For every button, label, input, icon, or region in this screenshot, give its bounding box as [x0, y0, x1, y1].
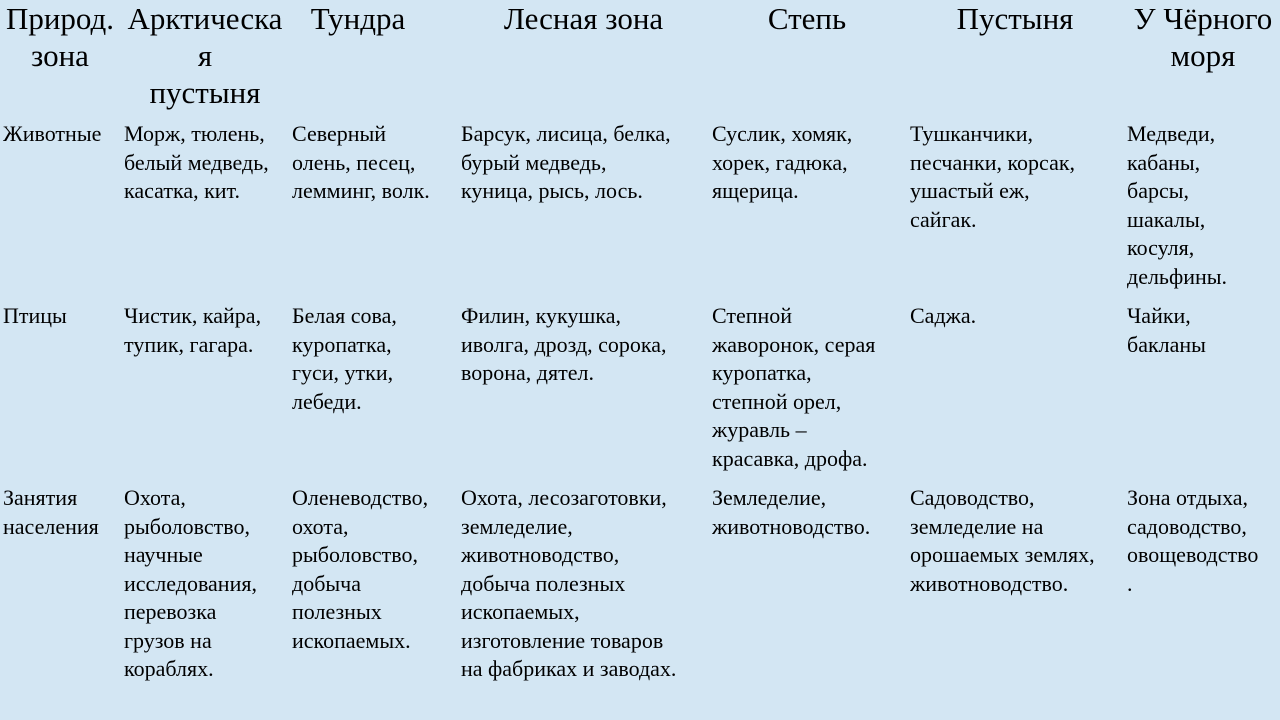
cell-occupations-steppe: Земледелие, животноводство. [712, 485, 871, 539]
cell-animals-black-sea: Медведи, кабаны, барсы, шакалы, косуля, дельфины. [1127, 121, 1228, 289]
cell-occupations-forest: Охота, лесозаготовки, земледелие, животноводство, добыча полезных ископаемых, изготовление товаров на фабриках и заводах. [461, 485, 677, 681]
cell-occupations-desert: Садоводство, земледелие на орошаемых землях, животноводство. [910, 485, 1095, 596]
row-label-animals: Животные [3, 121, 102, 146]
cell-animals-forest: Барсук, лисица, белка, бурый медведь, куница, рысь, лось. [461, 121, 671, 203]
cell-occupations-black-sea: Зона отдыха, садоводство, овощеводство . [1127, 485, 1259, 596]
cell-animals-steppe: Суслик, хомяк, хорек, гадюка, ящерица. [712, 121, 853, 203]
header-forest-zone: Лесная зона [503, 1, 664, 36]
header-natural-zone: Природ. зона [5, 1, 115, 73]
cell-birds-black-sea: Чайки, бакланы [1127, 303, 1206, 357]
cell-birds-arctic: Чистик, кайра, тупик, гагара. [124, 303, 262, 357]
cell-birds-steppe: Степной жаворонок, серая куропатка, степной орел, журавль – красавка, дрофа. [712, 303, 876, 471]
cell-animals-arctic: Морж, тюлень, белый медведь, касатка, кит. [124, 121, 269, 203]
cell-animals-tundra: Северный олень, песец, лемминг, волк. [292, 121, 430, 203]
header-tundra: Тундра [310, 1, 406, 36]
header-black-sea: У Чёрного моря [1133, 1, 1273, 73]
cell-birds-forest: Филин, кукушка, иволга, дрозд, сорока, ворона, дятел. [461, 303, 667, 385]
cell-animals-desert: Тушканчики, песчанки, корсак, ушастый еж, сайгак. [910, 121, 1076, 232]
cell-occupations-arctic: Охота, рыболовство, научные исследования, перевозка грузов на кораблях. [124, 485, 257, 681]
header-desert: Пустыня [956, 1, 1074, 36]
row-label-occupations: Занятия населения [3, 485, 99, 539]
header-steppe: Степь [767, 1, 847, 36]
cell-birds-desert: Саджа. [910, 303, 977, 328]
header-arctic-desert: Арктическа я пустыня [127, 1, 283, 110]
row-label-birds: Птицы [3, 303, 67, 328]
cell-occupations-tundra: Оленеводство, охота, рыболовство, добыча полезных ископаемых. [292, 485, 429, 653]
cell-birds-tundra: Белая сова, куропатка, гуси, утки, лебеди. [292, 303, 397, 414]
